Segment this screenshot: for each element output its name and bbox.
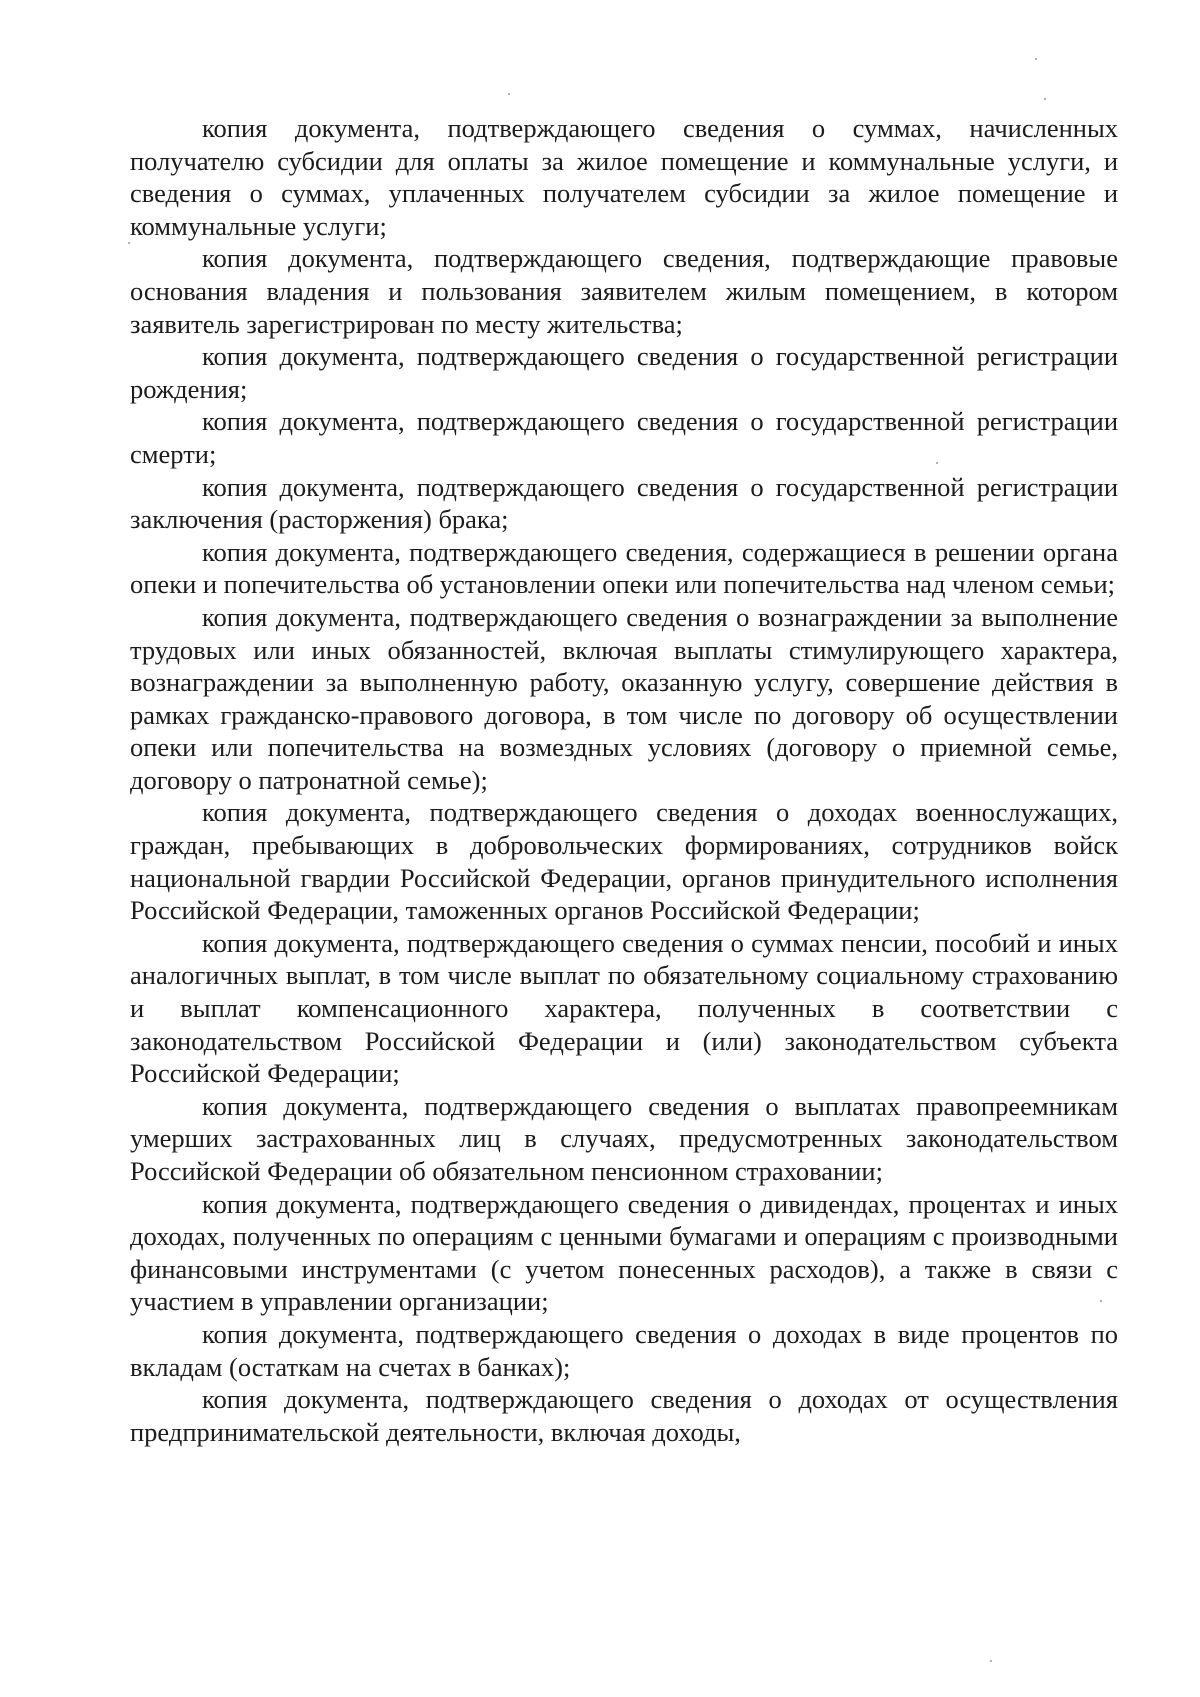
scan-speck [1035, 58, 1037, 60]
scan-speck [128, 242, 130, 244]
paragraph-deposit-interest: копия документа, подтверждающего сведения о доходах в виде процентов по вкладам (остаткам на счетах в банках); [130, 1318, 1118, 1382]
paragraph-pensions-benefits: копия документа, подтверждающего сведения о суммах пенсии, пособий и иных аналогичных выплат, в том числе выплат по обязательному социальному страхованию и выплат компенсационного характера, полученных в соответствии с законодательством Российской Федерации и (или) законодательством субъекта Российской Федерации; [130, 927, 1118, 1089]
scan-speck [1044, 98, 1046, 100]
paragraph-successor-payments: копия документа, подтверждающего сведения о выплатах правопреемникам умерших застрахованных лиц в случаях, предусмотренных законодательством Российской Федерации об обязательном пенсионном страховании; [130, 1090, 1118, 1186]
paragraph-birth-registration: копия документа, подтверждающего сведения о государственной регистрации рождения; [130, 341, 1118, 404]
paragraph-marriage-registration: копия документа, подтверждающего сведения о государственной регистрации заключения (расторжения) брака; [130, 471, 1118, 535]
scan-speck [990, 1660, 992, 1662]
paragraph-military-income: копия документа, подтверждающего сведения о доходах военнослужащих, граждан, пребывающих в добровольческих формированиях, сотрудников войск национальной гвардии Российской Федерации, органов принудительного исполнения Российской Федерации, таможенных органов Российской Федерации; [130, 797, 1118, 926]
paragraph-death-registration: копия документа, подтверждающего сведения о государственной регистрации смерти; [130, 406, 1118, 469]
paragraph-dividends: копия документа, подтверждающего сведения о дивидендах, процентах и иных доходах, полученных по операциям с ценными бумагами и операциям с производными финансовыми инструментами (с учетом понесенных расходов), а также в связи с участием в управлении организации; [130, 1188, 1118, 1317]
paragraph-housing-payments: копия документа, подтверждающего сведения о суммах, начисленных получателю субсидии для оплаты за жилое помещение и коммунальные услуги, и сведения о суммах, уплаченных получателем субсидии за жилое помещение и коммунальные услуги; [130, 113, 1118, 241]
paragraph-guardianship: копия документа, подтверждающего сведения, содержащиеся в решении органа опеки и попечительства об установлении опеки или попечительства над членом семьи; [130, 536, 1118, 600]
scan-speck [508, 93, 510, 95]
paragraph-business-income: копия документа, подтверждающего сведения о доходах от осуществления предпринимательской деятельности, включая доходы, [130, 1384, 1118, 1447]
paragraph-remuneration: копия документа, подтверждающего сведения о вознаграждении за выполнение трудовых или иных обязанностей, включая выплаты стимулирующего характера, вознаграждении за выполненную работу, оказанную услугу, совершение действия в рамках гражданско-правового договора, в том числе по договору об осуществлении опеки или попечительства на возмездных условиях (договору о приемной семье, договору о патронатной семье); [130, 601, 1118, 795]
scan-speck [1100, 1300, 1102, 1302]
paragraph-housing-rights: копия документа, подтверждающего сведения, подтверждающие правовые основания владения и пользования заявителем жилым помещением, в котором заявитель зарегистрирован по месту жительства; [130, 243, 1118, 339]
document-body [130, 112, 1118, 1448]
scan-speck [936, 462, 938, 464]
